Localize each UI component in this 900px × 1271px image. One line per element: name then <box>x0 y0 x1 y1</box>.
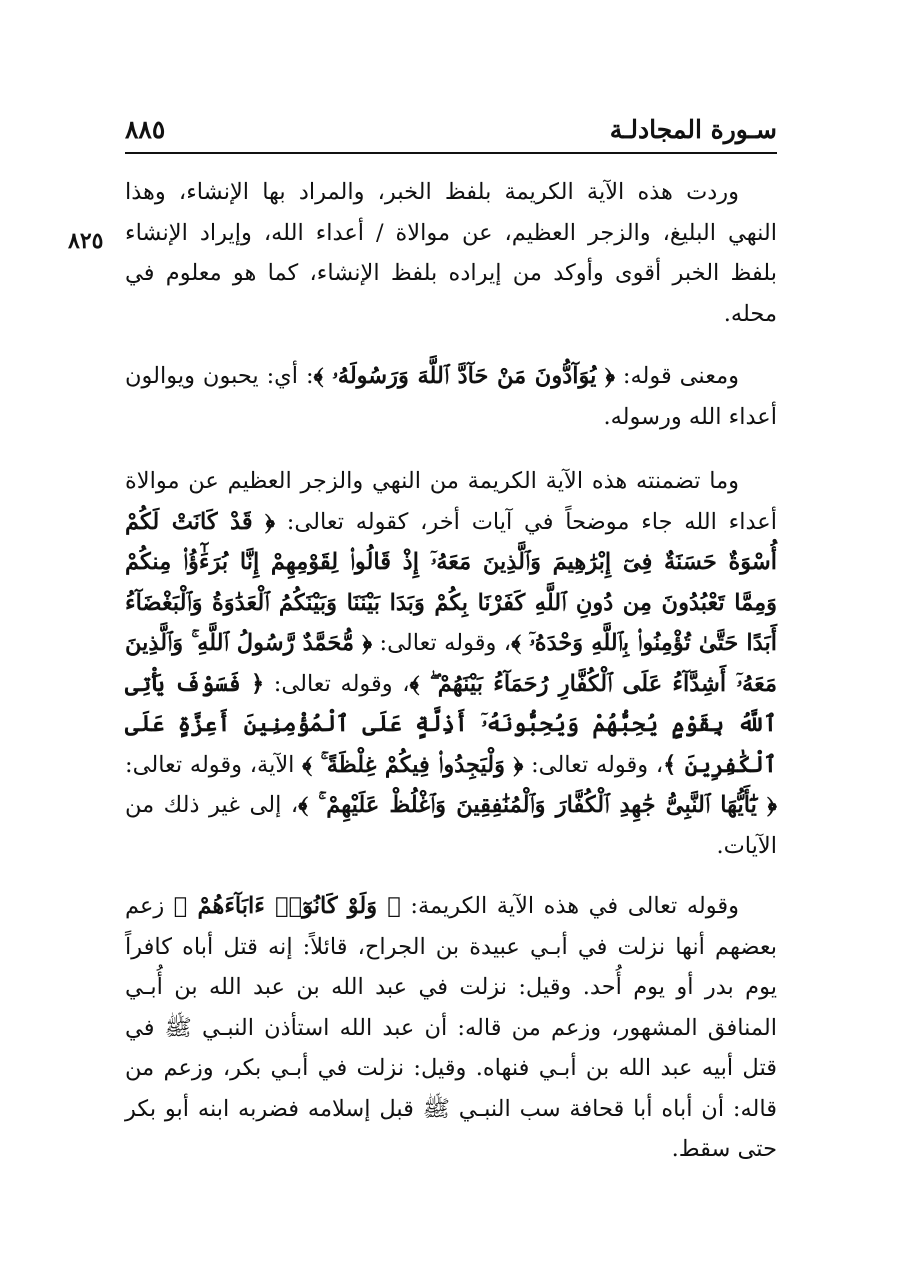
main-text <box>125 172 777 1170</box>
quranic-verse: ﴿ مُّحَمَّدٌ رَّسُولُ ٱللَّهِ ۚ وَٱلَّذِينَ مَعَهُۥٓ أَشِدَّآءُ عَلَى ٱلْكُفَّارِ رُحَمَآءُ بَيْنَهُمْ ۖ ﴾ <box>125 630 778 697</box>
page-number: ٨٨٥ <box>125 115 166 144</box>
quranic-verse: ﴿ وَلْيَجِدُوا۟ فِيكُمْ غِلْظَةً ۚ ﴾ <box>302 751 524 778</box>
paragraph-3-text-4: ، وقوله تعالى: <box>523 751 664 778</box>
paragraph-3-text-3: ، وقوله تعالى: <box>264 670 410 697</box>
paragraph-2-text-b: : أي: يحبون ويوالون أعداء الله ورسوله. <box>125 363 777 430</box>
paragraph-3-text-5: الآية، وقوله تعالى: <box>125 751 303 778</box>
paragraph-1-text: وردت هذه الآية الكريمة بلفظ الخبر، والمراد بها الإنشاء، وهذا النهي البليغ، والزجر العظيم، عن موالاة / أعداء الله، وإيراد الإنشاء بلفظ الخبر أقوى وأوكد من إيراده بلفظ الإنشاء، كما هو معلوم في محله. <box>125 179 777 327</box>
paragraph-1 <box>125 172 777 334</box>
paragraph-3-text-2: ، وقوله تعالى: <box>372 630 512 656</box>
paragraph-3 <box>125 461 777 866</box>
paragraph-spacer <box>125 437 777 461</box>
quranic-verse: ﴿ قَدْ كَانَتْ لَكُمْ أُسْوَةٌ حَسَنَةٌ فِىٓ إِبْرَٰهِيمَ وَٱلَّذِينَ مَعَهُۥٓ إِذْ قَالُوا۟ لِقَوْمِهِمْ إِنَّا بُرَءَٰٓؤُا۟ مِنكُمْ وَمِمَّا تَعْبُدُونَ مِن دُونِ ٱللَّهِ كَفَرْنَا بِكُمْ وَبَدَا بَيْنَنَا وَبَيْنَكُمُ ٱلْعَدَٰوَةُ وَٱلْبَغْضَآءُ أَبَدًا حَتَّىٰ تُؤْمِنُوا۟ بِٱللَّهِ وَحْدَهُۥٓ ﴾ <box>125 508 778 656</box>
paragraph-4-text-a: وقوله تعالى في هذه الآية الكريمة: <box>400 893 739 919</box>
paragraph-spacer <box>125 866 777 886</box>
quranic-verse: ﴿ يُوَآدُّونَ مَنْ حَآدَّ ٱللَّهَ وَرَسُولَهُۥ ﴾ <box>313 363 615 389</box>
running-header <box>125 112 777 148</box>
header-rule <box>125 152 777 154</box>
margin-page-reference: ٨٢٥ <box>68 228 104 254</box>
paragraph-spacer <box>125 334 777 356</box>
quranic-verse: ﴿ وَلَوْ كَانُوٓا۟ ءَابَآءَهُمْ ﴾ <box>173 893 401 919</box>
paragraph-3-text-1: وما تضمنته هذه الآية الكريمة من النهي والزجر العظيم عن موالاة أعداء الله جاء موضحاً في آيات أخر، كقوله تعالى: <box>125 468 777 535</box>
paragraph-4 <box>125 886 777 1170</box>
paragraph-2-text-a: ومعنى قوله: <box>614 363 739 389</box>
paragraph-4-text-b: زعم بعضهم أنها نزلت في أبـي عبيدة بن الجراح، قائلاً: إنه قتل أباه كافراً يوم بدر أو يوم أُحد. وقيل: نزلت في عبد الله بن عبد الله بن أُبـي المنافق المشهور، وزعم من قاله: أن عبد الله استأذن النبـي ﷺ في قتل أبيه عبد الله بن أبـي فنهاه. وقيل: نزلت في أبـي بكر، وزعم من قاله: أن أباه أبا قحافة سب النبـي ﷺ قبل إسلامه فضربه ابنه أبو بكر حتى سقط. <box>125 893 777 1162</box>
quranic-verse: ﴿ يَٰٓأَيُّهَا ٱلنَّبِىُّ جَٰهِدِ ٱلْكُفَّارَ وَٱلْمُنَٰفِقِينَ وَٱغْلُظْ عَلَيْهِمْ ۚ ﴾ <box>298 792 777 818</box>
surah-title: سـورة المجادلـة <box>609 115 777 144</box>
paragraph-3-text-6: ، إلى غير ذلك من الآيات. <box>125 792 777 859</box>
paragraph-2 <box>125 356 777 437</box>
quranic-verse: ﴿ فَسَوْفَ يَأْتِى ٱللَّهُ بِقَوْمٍ يُحِبُّهُمْ وَيُحِبُّونَهُۥٓ أَذِلَّةٍ عَلَى ٱلْمُؤْمِنِينَ أَعِزَّةٍ عَلَى ٱلْكَٰفِرِينَ ﴾ <box>125 670 777 778</box>
